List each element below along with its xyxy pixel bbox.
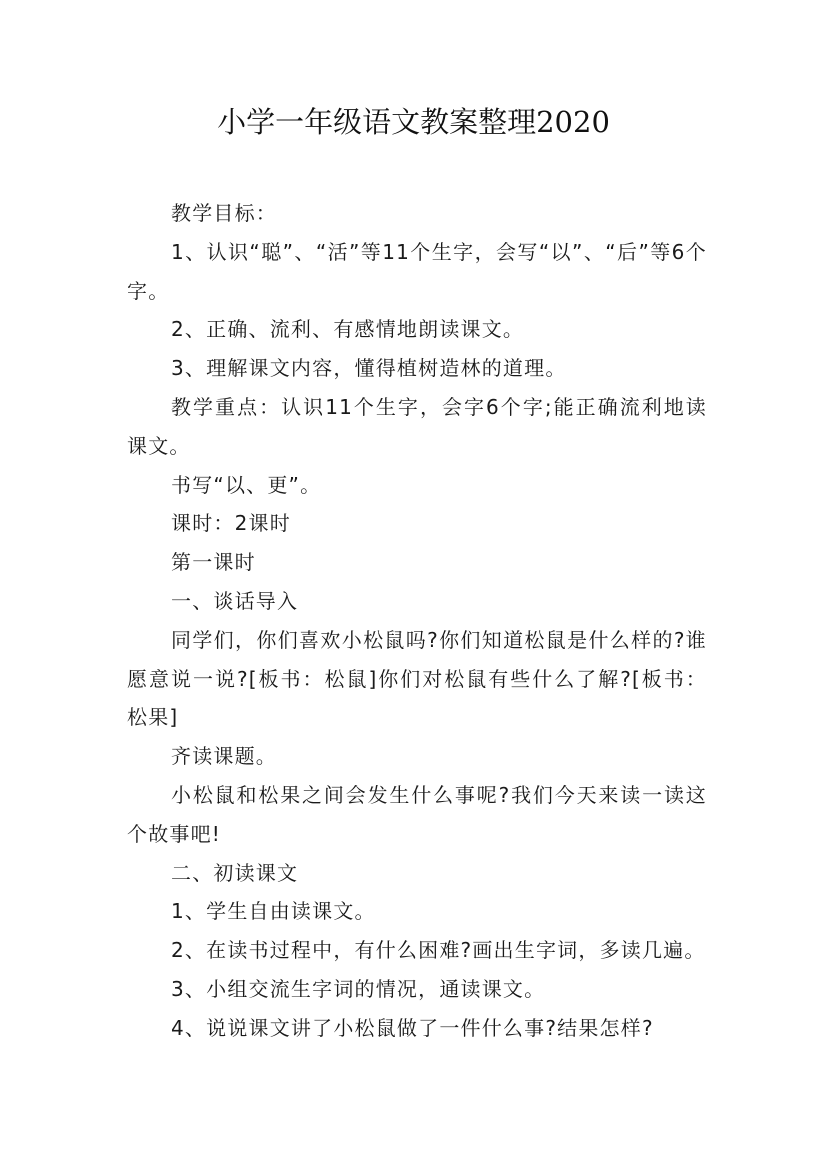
paragraph: 2、正确、流利、有感情地朗读课文。 xyxy=(171,317,525,342)
paragraph: 课时：2课时 xyxy=(171,511,291,536)
paragraph: 齐读课题。 xyxy=(171,744,277,769)
paragraph: 二、初读课文 xyxy=(171,860,299,885)
paragraph: 2、在读书过程中，有什么困难?画出生字词，多读几遍。 xyxy=(171,938,706,963)
paragraph: 教学目标： xyxy=(171,201,277,225)
paragraph: 一、谈话导入 xyxy=(171,588,299,613)
paragraph: 4、说说课文讲了小松鼠做了一件什么事?结果怎样? xyxy=(171,1015,654,1040)
paragraph: 1、认识“聪”、“活”等11个生字，会写“以”、“后”等6个字。 xyxy=(127,239,707,303)
paragraph: 同学们，你们喜欢小松鼠吗?你们知道松鼠是什么样的?谁愿意说一说?[板书：松鼠]你们对松鼠有些什么了解?[板书：松果] xyxy=(127,627,707,730)
paragraph: 书写“以、更”。 xyxy=(171,472,322,497)
paragraph: 1、学生自由读课文。 xyxy=(171,899,376,924)
document-title: 小学一年级语文教案整理2020 xyxy=(217,105,610,139)
paragraph: 教学重点：认识11个生字，会字6个字;能正确流利地读课文。 xyxy=(127,394,707,458)
paragraph: 小松鼠和松果之间会发生什么事呢?我们今天来读一读这个故事吧! xyxy=(127,782,707,846)
paragraph: 第一课时 xyxy=(171,550,256,575)
paragraph: 3、理解课文内容，懂得植树造林的道理。 xyxy=(171,356,567,381)
document-body xyxy=(127,194,707,1048)
paragraph: 3、小组交流生字词的情况，通读课文。 xyxy=(171,976,546,1001)
